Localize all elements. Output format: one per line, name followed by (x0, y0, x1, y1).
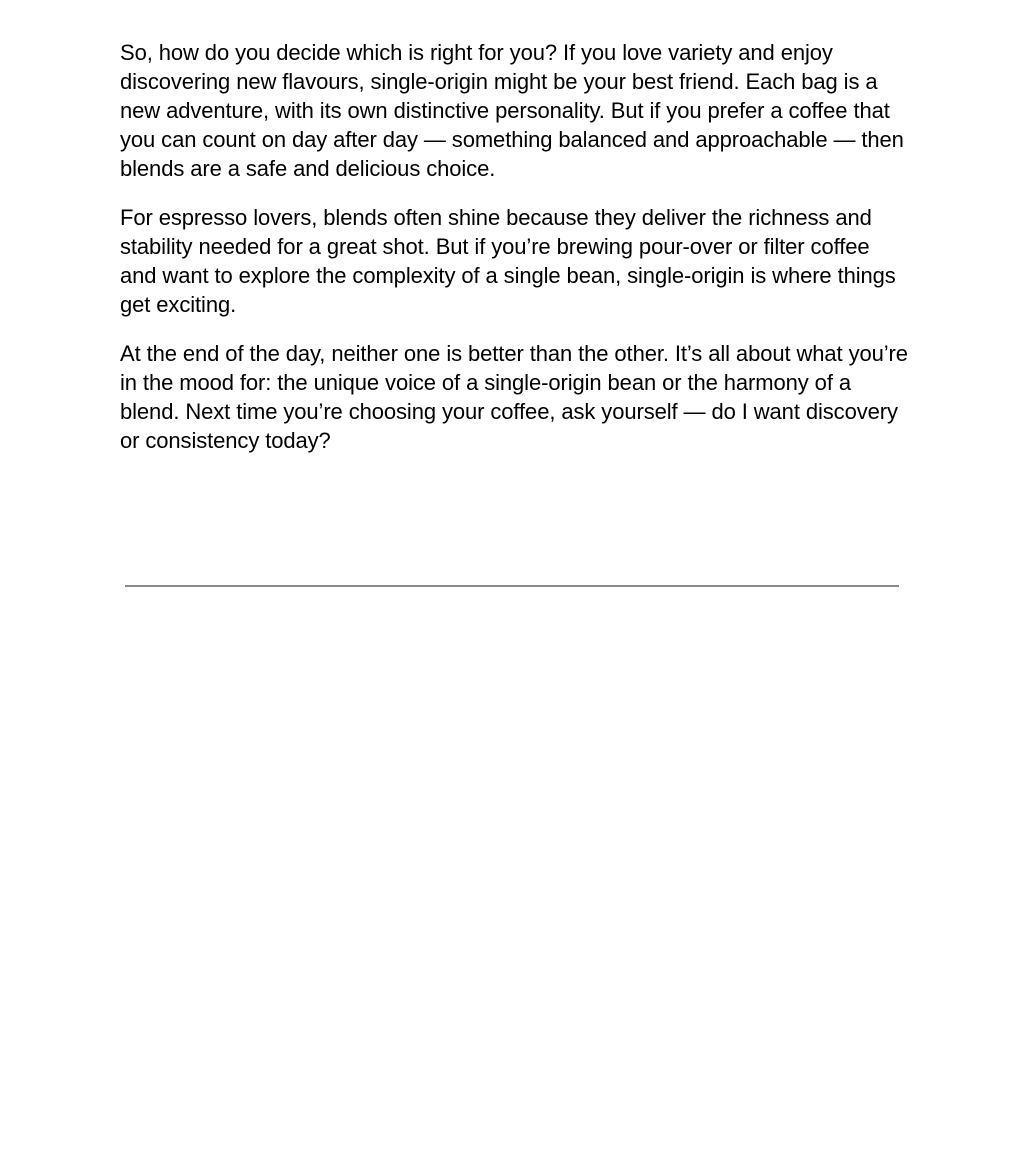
article-body (120, 38, 908, 475)
paragraph-decide: So, how do you decide which is right for you? If you love variety and enjoy discovering new flavours, single-origin might be your best friend. Each bag is a new adventure, with its own distinctive personality. But if you prefer a coffee that you can count on day after day — something balanced and approachable — then blends are a safe and delicious choice. (120, 40, 904, 181)
paragraph-conclusion: At the end of the day, neither one is better than the other. It’s all about what you’re in the mood for: the unique voice of a single-origin bean or the harmony of a blend. Next time you’re choosing your coffee, ask yourself — do I want discovery or consistency today? (120, 341, 908, 453)
paragraph-espresso: For espresso lovers, blends often shine because they deliver the richness and stability needed for a great shot. But if you’re brewing pour-over or filter coffee and want to explore the complexity of a single bean, single-origin is where things get exciting. (120, 205, 896, 317)
horizontal-divider (125, 585, 899, 587)
